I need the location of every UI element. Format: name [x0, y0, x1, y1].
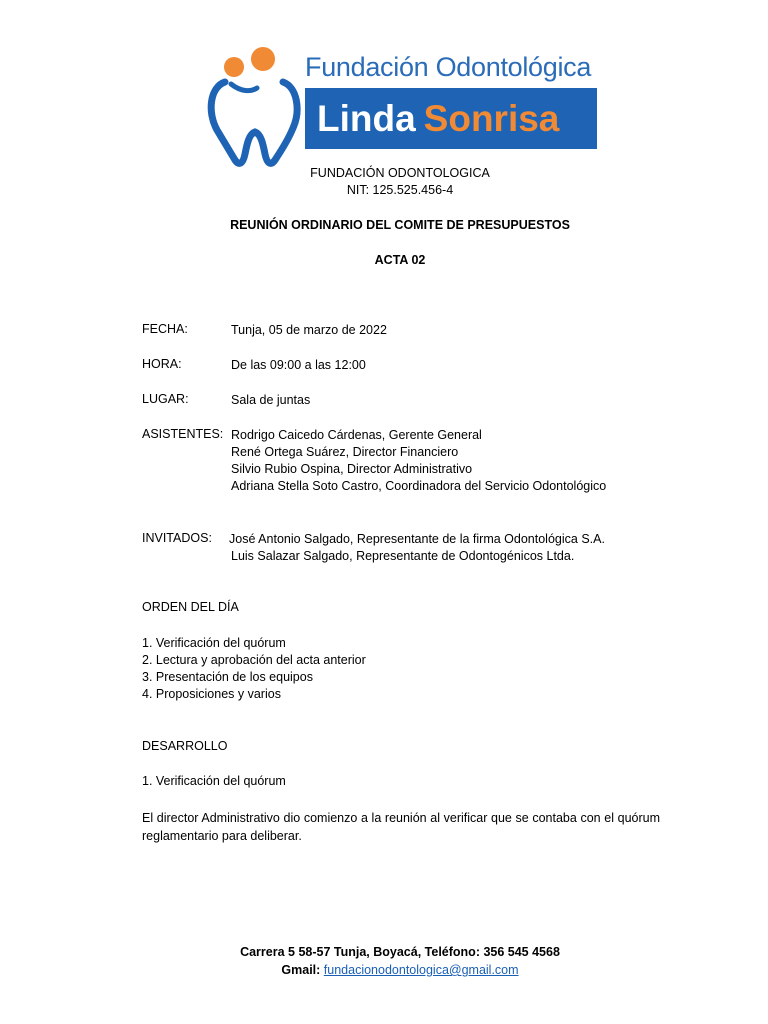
- email-link[interactable]: fundacionodontologica@gmail.com: [323, 963, 519, 977]
- meeting-title: REUNIÓN ORDINARIO DEL COMITE DE PRESUPUESTOS: [230, 218, 570, 232]
- list-item: 3. Presentación de los equipos: [142, 670, 313, 684]
- hora-value: De las 09:00 a las 12:00: [231, 358, 366, 372]
- foundation-logo: [205, 42, 600, 167]
- list-item: Adriana Stella Soto Castro, Coordinadora del Servicio Odontológico: [231, 479, 607, 493]
- logo-line1: Fundación Odontológica: [305, 52, 592, 82]
- footer-address: Carrera 5 58-57 Tunja, Boyacá, Teléfono: 356 545 4568: [240, 945, 560, 959]
- list-item: Rodrigo Caicedo Cárdenas, Gerente General: [231, 428, 482, 442]
- org-nit: NIT: 125.525.456-4: [346, 183, 454, 197]
- hora-label: HORA:: [142, 357, 182, 371]
- list-item: Silvio Rubio Ospina, Director Administrativo: [231, 462, 473, 476]
- fecha-label: FECHA:: [142, 322, 188, 336]
- logo-word-linda: Linda: [317, 98, 416, 139]
- list-item: Luis Salazar Salgado, Representante de Odontogénicos Ltda.: [231, 549, 575, 563]
- asistentes-label: ASISTENTES:: [142, 427, 224, 441]
- asistentes-list: [231, 427, 606, 495]
- list-item: 4. Proposiciones y varios: [142, 687, 281, 701]
- agenda-list: [142, 635, 366, 703]
- agenda-heading: ORDEN DEL DÍA: [142, 600, 239, 614]
- lugar-value: Sala de juntas: [231, 393, 311, 407]
- invitados-list: [229, 531, 605, 565]
- desarrollo-paragraph: El director Administrativo dio comienzo a la reunión al verificar que se contaba con el quórum reglamentario para deliberar.: [142, 811, 660, 843]
- tooth-icon: [205, 42, 305, 167]
- acta-number: ACTA 02: [374, 253, 426, 267]
- list-item: 2. Lectura y aprobación del acta anterior: [142, 653, 366, 667]
- list-item: 1. Verificación del quórum: [142, 636, 286, 650]
- desarrollo-heading: DESARROLLO: [142, 739, 228, 753]
- fecha-value: Tunja, 05 de marzo de 2022: [231, 323, 387, 337]
- lugar-label: LUGAR:: [142, 392, 189, 406]
- list-item: René Ortega Suárez, Director Financiero: [231, 445, 459, 459]
- logo-word-sonrisa: Sonrisa: [423, 98, 560, 139]
- logo-banner: [305, 88, 597, 149]
- desarrollo-subheading: 1. Verificación del quórum: [142, 774, 286, 788]
- list-item: José Antonio Salgado, Representante de la firma Odontológica S.A.: [229, 532, 605, 546]
- gmail-label: Gmail:: [281, 963, 324, 977]
- org-name: FUNDACIÓN ODONTOLOGICA: [310, 166, 490, 180]
- footer-email-line: [0, 963, 768, 977]
- invitados-label: INVITADOS:: [142, 531, 212, 545]
